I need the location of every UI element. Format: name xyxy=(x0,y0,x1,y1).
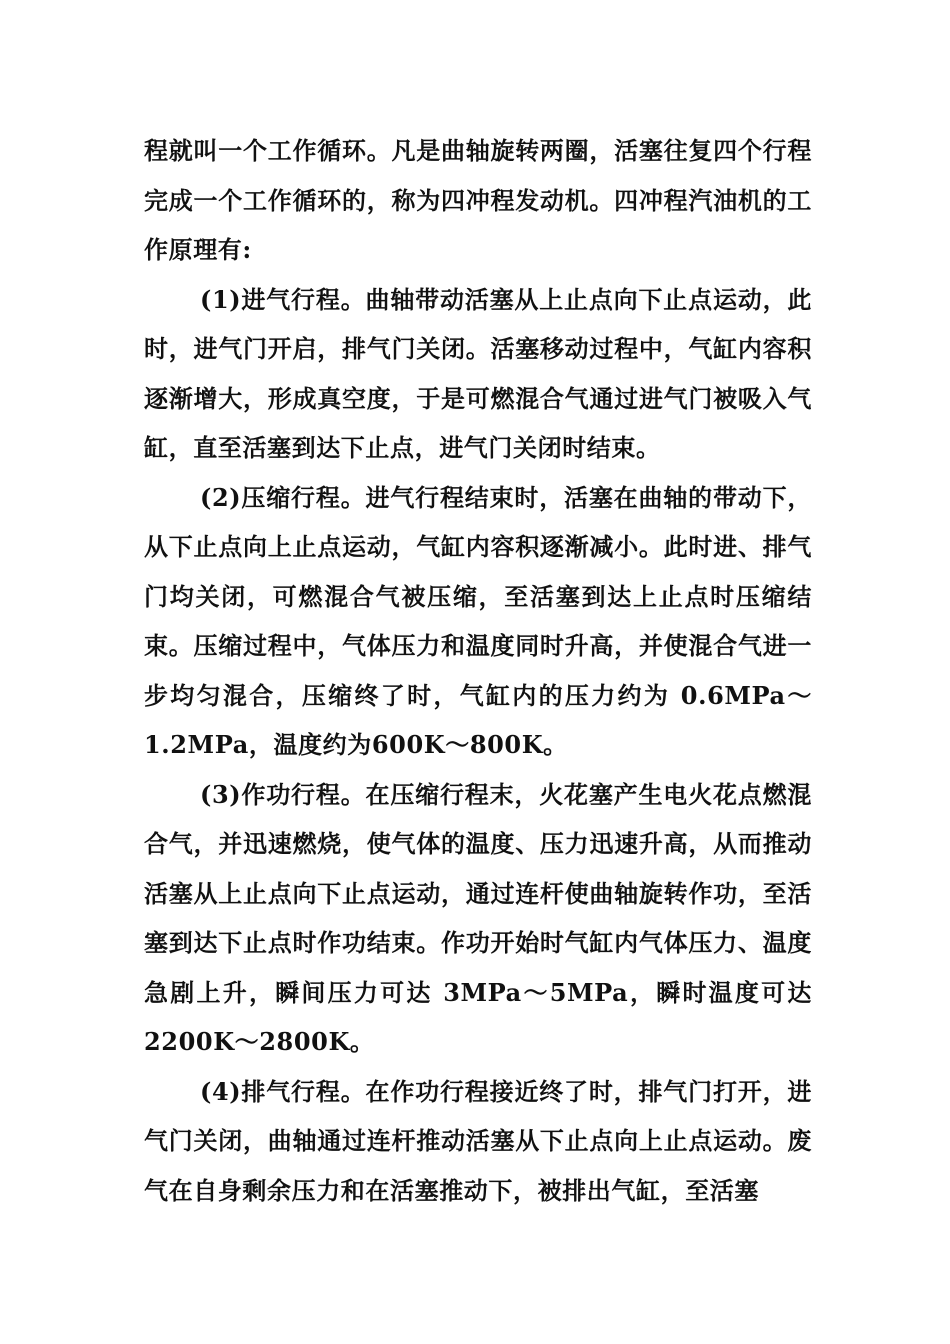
paragraph-compression-stroke: (2)压缩行程。进气行程结束时，活塞在曲轴的带动下，从下止点向上止点运动，气缸内容积逐渐减小。此时进、排气门均关闭，可燃混合气被压缩，至活塞到达上止点时压缩结束。压缩过程中，气体压力和温度同时升高，并使混合气进一步均匀混合，压缩终了时，气缸内的压力约为 0.6MPa～1.2MPa，温度约为600K～800K。 xyxy=(144,482,812,759)
paragraph-intro-continuation: 程就叫一个工作循环。凡是曲轴旋转两圈，活塞往复四个行程完成一个工作循环的，称为四冲程发动机。四冲程汽油机的工作原理有: xyxy=(144,136,812,264)
paragraph-exhaust-stroke: (4)排气行程。在作功行程接近终了时，排气门打开，进气门关闭，曲轴通过连杆推动活塞从下止点向上止点运动。废气在自身剩余压力和在活塞推动下，被排出气缸，至活塞 xyxy=(144,1076,812,1205)
paragraph-power-stroke: (3)作功行程。在压缩行程末，火花塞产生电火花点燃混合气，并迅速燃烧，使气体的温度、压力迅速升高，从而推动活塞从上止点向下止点运动，通过连杆使曲轴旋转作功，至活塞到达下止点时作功结束。作功开始时气缸内气体压力、温度急剧上升，瞬间压力可达 3MPa～5MPa，瞬时温度可达2200K～2800K。 xyxy=(144,779,812,1056)
paragraph-intake-stroke: (1)进气行程。曲轴带动活塞从上止点向下止点运动，此时，进气门开启，排气门关闭。活塞移动过程中，气缸内容积逐渐增大，形成真空度，于是可燃混合气通过进气门被吸入气缸，直至活塞到达下止点，进气门关闭时结束。 xyxy=(144,284,812,462)
body-text xyxy=(144,126,812,1215)
